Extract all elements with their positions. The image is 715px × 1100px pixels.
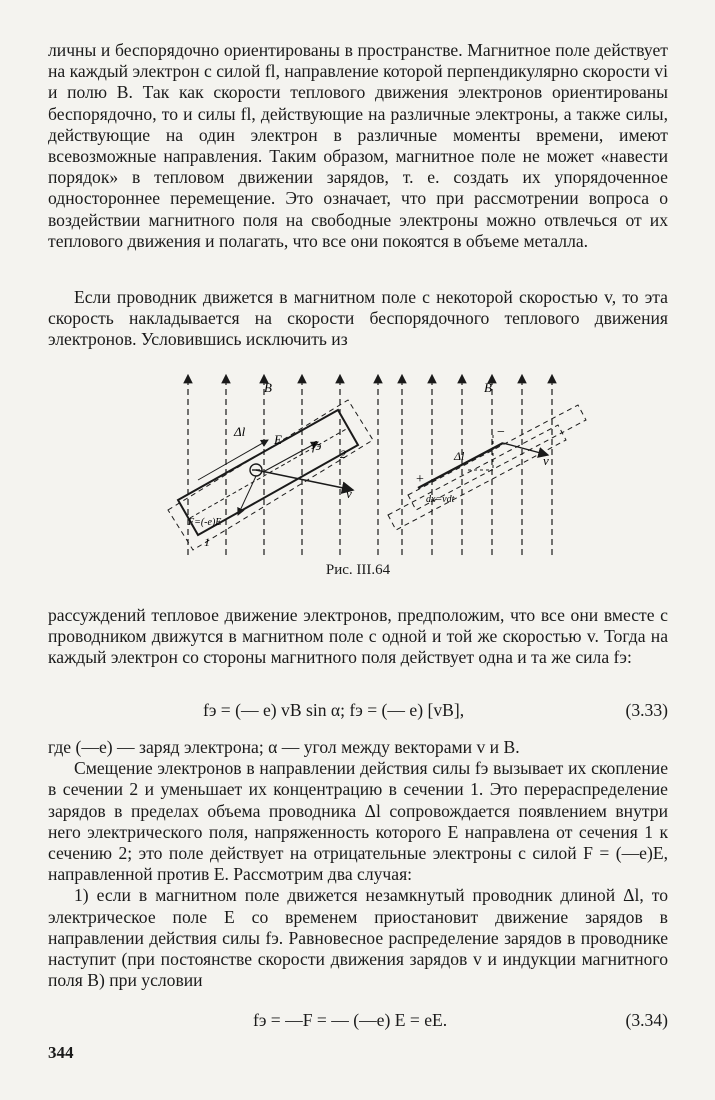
paragraph-1: личны и беспорядочно ориентированы в пространстве. Магнитное поле действует на каждый электрон с силой fl, направление которой перпендикулярно скорости vi и полю B. Так как скорости теплового движения электронов ориентированы беспорядочно, то и силы fl, действующие на различные электроны, а также силы, действующие на один электрон в различные моменты времени, имеют всевозможные направления. Таким образом, магнитное поле не может «навести порядок» в тепловом движении зарядов, т. е. создать их упорядоченное одностороннее перемещение. Это означает, что при рассмотрении вопроса о воздействии магнитного поля на свободные электроны можно отвлечься от их теплового движения и полагать, что все они покоятся в объеме металла. xyxy=(48,40,668,251)
left-label-f: F=(-e)E xyxy=(188,517,222,528)
left-label-v: v xyxy=(346,486,352,501)
equation-3-33-number: (3.33) xyxy=(625,700,668,720)
text-block-1 xyxy=(48,40,668,252)
left-label-b: B xyxy=(264,380,272,395)
figure-caption: Рис. III.64 xyxy=(325,562,391,578)
equation-3-34-formula: fэ = —F = — (—e) E = eE. xyxy=(253,1010,448,1030)
figure-diagram xyxy=(48,370,668,570)
right-label-b: B xyxy=(484,380,492,395)
equation-3-33-formula: fэ = (— e) vB sin α; fэ = (— e) [vB], xyxy=(203,700,465,720)
left-label-dl: Δl xyxy=(234,424,246,439)
paragraph-3: рассуждений тепловое движение электронов, предположим, что все они вместе с проводником движутся в магнитном поле с одной и той же скоростью v. Тогда на каждый электрон со стороны магнитного поля действует одна и та же сила fэ: xyxy=(48,605,668,668)
paragraph-4: где (—e) — заряд электрона; α — угол между векторами v и B. xyxy=(48,737,520,757)
paragraph-5: Смещение электронов в направлении действия силы fэ вызывает их скопление в сечении 2 и уменьшает их концентрацию в сечении 1. Это перераспределение зарядов в пределах объема проводника Δl сопровождается появлением внутри него электрического поля, напряженность которого E направлена от сечения 1 к сечению 2; это поле действует на отрицательные электроны с силой F = (—e)E, направленной против E. Рассмотрим два случая: xyxy=(48,758,668,885)
right-label-plus: + xyxy=(416,472,424,487)
right-label-dx: dx=vdt xyxy=(426,494,455,505)
right-conductor xyxy=(388,405,586,530)
figure-iii-64 xyxy=(48,370,668,630)
text-block-3 xyxy=(48,605,668,669)
equation-3-33 xyxy=(48,700,668,724)
equation-3-34-number: (3.34) xyxy=(625,1010,668,1030)
left-label-1: 1 xyxy=(204,535,210,549)
left-label-2: 2 xyxy=(340,447,346,461)
page-number: 344 xyxy=(48,1043,74,1062)
left-label-e: E xyxy=(274,432,282,447)
left-label-fe: fэ xyxy=(312,438,322,453)
paragraph-2: Если проводник движется в магнитном поле с некоторой скоростью v, то эта скорость накладывается на скорости беспорядочного теплового движения электронов. Условившись исключить из xyxy=(48,287,668,350)
right-label-dl: Δl xyxy=(454,449,465,463)
paragraph-6: 1) если в магнитном поле движется незамкнутый проводник длиной Δl, то электрическое поле E со временем приостановит движение зарядов в направлении действия силы fэ. Равновесное распределение зарядов в проводнике наступит (при постоянстве скорости движения зарядов v и индукции магнитного поля B) при условии xyxy=(48,885,668,991)
equation-3-34 xyxy=(48,1010,668,1034)
right-label-minus: − xyxy=(497,425,505,440)
text-block-2 xyxy=(48,287,668,351)
right-field-lines xyxy=(402,375,552,555)
text-block-4 xyxy=(48,737,668,991)
right-label-v: v xyxy=(543,453,549,468)
